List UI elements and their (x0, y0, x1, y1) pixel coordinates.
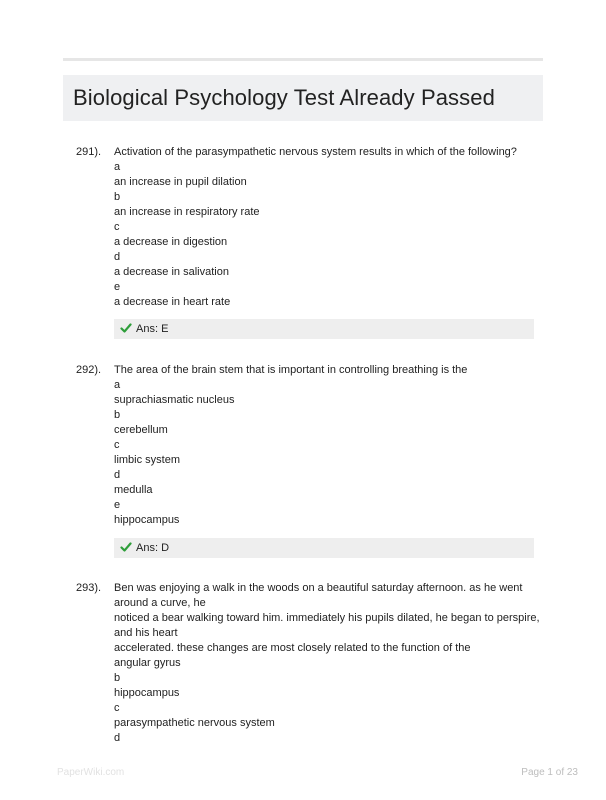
question-text: and his heart (114, 627, 178, 639)
question-number: 291). (76, 146, 102, 158)
answer-box (114, 538, 534, 558)
option-text: medulla (114, 484, 153, 496)
footer-watermark: PaperWiki.com (57, 767, 125, 778)
option-text: hippocampus (114, 687, 180, 699)
question-body (114, 145, 544, 310)
answer-text: Ans: D (136, 542, 170, 554)
question-text: The area of the brain stem that is important in controlling breathing is the (114, 364, 468, 376)
option-text: a decrease in heart rate (114, 296, 231, 308)
option-letter: d (114, 732, 121, 744)
option-letter: a (114, 379, 121, 391)
option-letter: c (114, 439, 120, 451)
option-text: a decrease in salivation (114, 266, 229, 278)
option-letter: e (114, 281, 121, 293)
option-letter: c (114, 221, 120, 233)
document-title: Biological Psychology Test Already Passed (73, 85, 495, 110)
option-text: a decrease in digestion (114, 236, 228, 248)
question-number: 292). (76, 364, 102, 376)
answer-text: Ans: E (136, 323, 169, 335)
question-number: 293). (76, 582, 102, 594)
question-text: noticed a bear walking toward him. immediately his pupils dilated, he began to perspire, (114, 612, 540, 624)
option-letter: d (114, 251, 121, 263)
option-letter: c (114, 702, 120, 714)
option-text: an increase in respiratory rate (114, 206, 260, 218)
option-letter: a (114, 161, 121, 173)
option-text: limbic system (114, 454, 181, 466)
option-text: hippocampus (114, 514, 180, 526)
question-body (114, 363, 544, 528)
check-icon (120, 541, 132, 553)
option-text: parasympathetic nervous system (114, 717, 275, 729)
option-letter: d (114, 469, 121, 481)
option-letter: b (114, 191, 121, 203)
question-body (114, 581, 544, 746)
option-text: an increase in pupil dilation (114, 176, 247, 188)
top-divider (63, 58, 543, 61)
question-text: Ben was enjoying a walk in the woods on a beautiful saturday afternoon. as he went (114, 582, 523, 594)
answer-box (114, 319, 534, 339)
option-letter: b (114, 672, 121, 684)
option-letter: b (114, 409, 121, 421)
document-title-bar (63, 75, 543, 121)
question-text: Activation of the parasympathetic nervous system results in which of the following? (114, 146, 517, 158)
question-text: around a curve, he (114, 597, 206, 609)
page-number: Page 1 of 23 (521, 767, 578, 778)
option-text: suprachiasmatic nucleus (114, 394, 235, 406)
option-text: cerebellum (114, 424, 168, 436)
check-icon (120, 322, 132, 334)
question-text: accelerated. these changes are most closely related to the function of the (114, 642, 471, 654)
option-letter: e (114, 499, 121, 511)
option-text: angular gyrus (114, 657, 181, 669)
